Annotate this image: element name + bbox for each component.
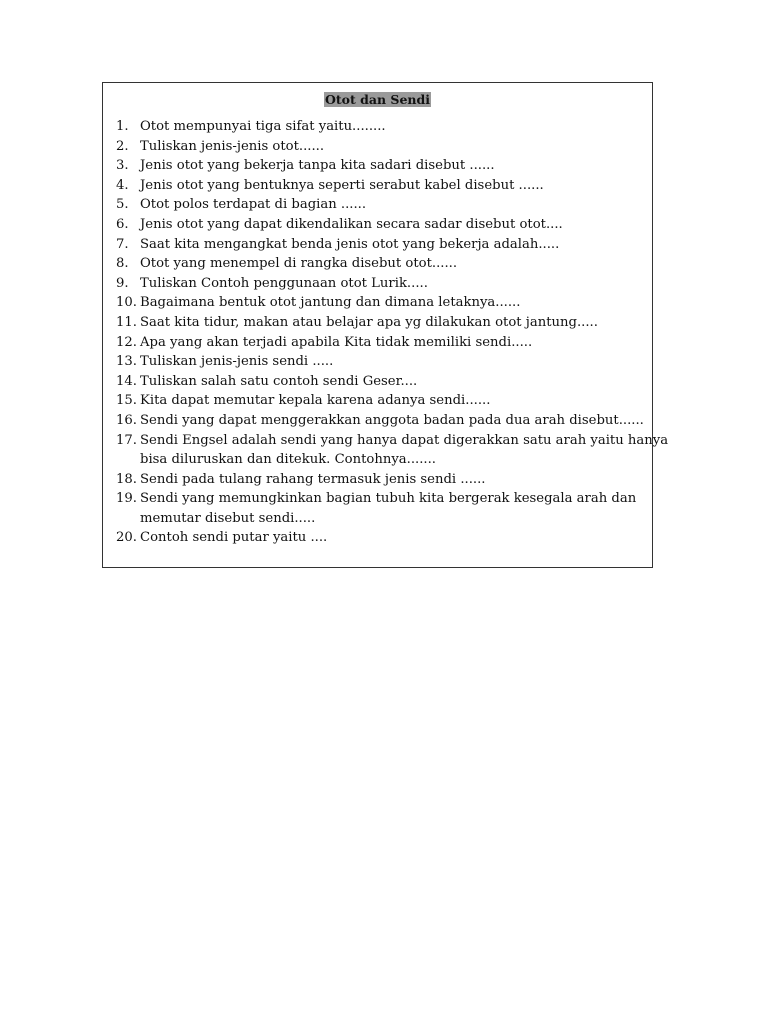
question-item xyxy=(103,352,654,372)
question-number: 19. xyxy=(116,491,137,507)
question-number: 4. xyxy=(116,177,129,193)
question-number: 5. xyxy=(116,197,129,213)
question-item xyxy=(103,235,654,255)
question-item xyxy=(103,293,654,313)
question-number: 2. xyxy=(116,138,129,154)
question-number: 3. xyxy=(116,158,129,174)
question-text: Apa yang akan terjadi apabila Kita tidak memiliki sendi..... xyxy=(140,334,533,350)
question-item xyxy=(103,372,654,392)
question-item xyxy=(103,274,654,294)
question-number: 14. xyxy=(116,373,137,389)
question-text: Tuliskan jenis-jenis otot...... xyxy=(140,138,325,154)
question-number: 6. xyxy=(116,216,129,232)
question-text: Jenis otot yang dapat dikendalikan secara sadar disebut otot.... xyxy=(140,216,563,232)
title-wrap xyxy=(103,89,652,108)
question-item xyxy=(103,391,654,411)
question-number: 18. xyxy=(116,471,137,487)
question-number: 9. xyxy=(116,275,129,291)
question-number: 17. xyxy=(116,432,137,448)
question-item xyxy=(103,431,669,470)
question-text: Otot polos terdapat di bagian ...... xyxy=(140,197,367,213)
question-text: Sendi pada tulang rahang termasuk jenis sendi ...... xyxy=(140,471,486,487)
worksheet-title: Otot dan Sendi xyxy=(325,92,430,107)
question-number: 15. xyxy=(116,393,137,409)
question-text: Saat kita mengangkat benda jenis otot yang bekerja adalah..... xyxy=(140,236,560,252)
question-text: Jenis otot yang bentuknya seperti serabut kabel disebut ...... xyxy=(140,177,544,193)
question-item xyxy=(103,254,654,274)
question-item xyxy=(103,137,654,157)
question-text: Tuliskan salah satu contoh sendi Geser.... xyxy=(140,373,418,389)
question-text: Sendi Engsel adalah sendi yang hanya dapat digerakkan satu arah yaitu hanya xyxy=(140,432,669,448)
question-number: 10. xyxy=(116,295,137,311)
question-item xyxy=(103,489,654,528)
question-text: Otot yang menempel di rangka disebut otot...... xyxy=(140,256,458,272)
question-number: 16. xyxy=(116,412,137,428)
question-text: Sendi yang memungkinkan bagian tubuh kita bergerak kesegala arah dan xyxy=(140,491,637,507)
question-text: memutar disebut sendi..... xyxy=(140,510,316,526)
question-item xyxy=(103,117,654,137)
question-item xyxy=(103,528,654,548)
question-item xyxy=(103,333,654,353)
question-number: 13. xyxy=(116,354,137,370)
question-number: 20. xyxy=(116,530,137,546)
question-item xyxy=(103,470,654,490)
question-number: 1. xyxy=(116,119,129,134)
question-number: 11. xyxy=(116,314,137,330)
question-number: 12. xyxy=(116,334,137,350)
question-item xyxy=(103,156,654,176)
question-text: bisa diluruskan dan ditekuk. Contohnya....... xyxy=(140,452,436,468)
question-item xyxy=(103,313,654,333)
question-item xyxy=(103,176,654,196)
question-text: Tuliskan jenis-jenis sendi ..... xyxy=(140,354,334,370)
question-item xyxy=(103,215,654,235)
question-number: 8. xyxy=(116,256,129,272)
question-item xyxy=(103,411,654,431)
question-text: Otot mempunyai tiga sifat yaitu........ xyxy=(140,119,386,134)
question-number: 7. xyxy=(116,236,129,252)
question-text: Saat kita tidur, makan atau belajar apa yg dilakukan otot jantung..... xyxy=(140,314,598,330)
question-text: Bagaimana bentuk otot jantung dan dimana letaknya...... xyxy=(140,295,521,311)
question-list xyxy=(103,117,669,548)
question-text: Kita dapat memutar kepala karena adanya sendi...... xyxy=(140,393,491,409)
question-text: Contoh sendi putar yaitu .... xyxy=(140,530,328,546)
question-text: Jenis otot yang bekerja tanpa kita sadari disebut ...... xyxy=(140,158,495,174)
question-text: Sendi yang dapat menggerakkan anggota badan pada dua arah disebut...... xyxy=(140,412,644,428)
question-text: Tuliskan Contoh penggunaan otot Lurik..... xyxy=(140,275,428,291)
worksheet-box xyxy=(102,82,669,568)
question-item xyxy=(103,195,654,215)
